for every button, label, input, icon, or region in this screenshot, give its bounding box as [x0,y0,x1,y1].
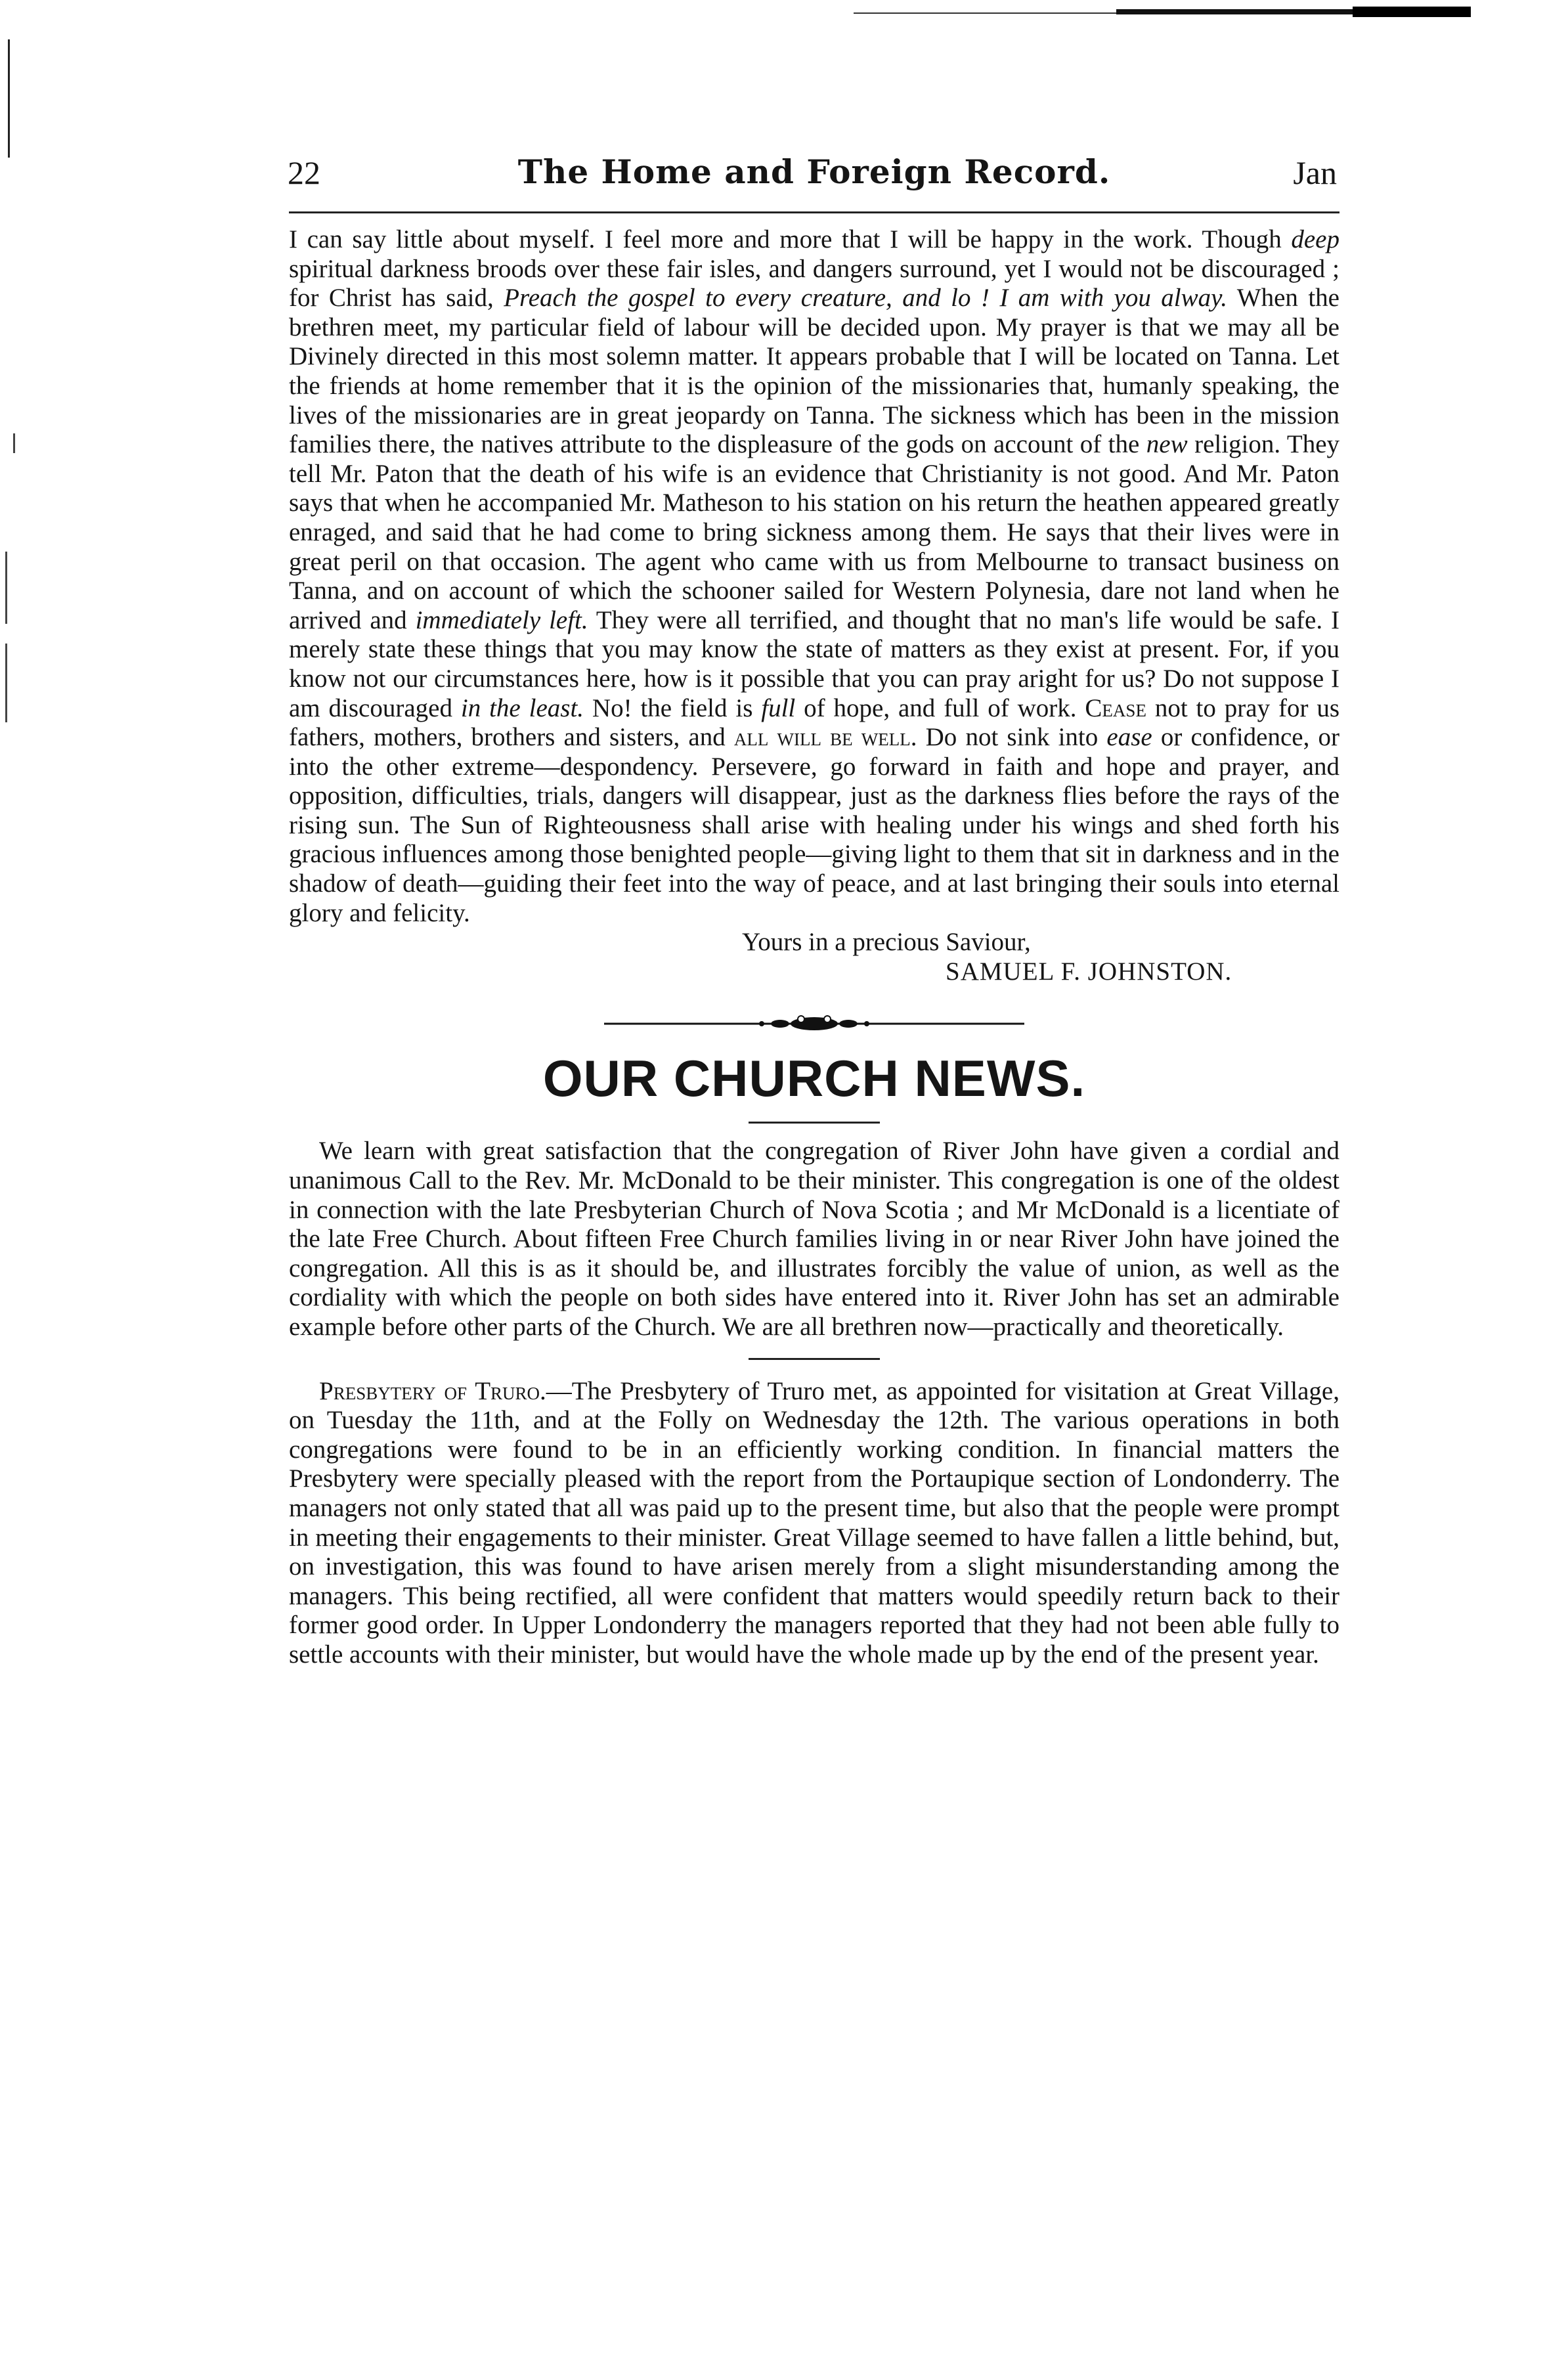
left-margin-marks [0,0,26,2359]
header-rule [289,211,1339,213]
ornamental-divider [289,1014,1339,1034]
letter-closing: Yours in a precious Saviour, [742,928,1031,957]
top-edge-rule [854,5,1471,20]
presbytery-paragraph: Presbytery of Truro.—The Presbytery of Truro met, as appointed for visitation at Great Village, on Tuesday the 11th, and at the Folly on Wednesday the 12th. The various operations in both congregations were found to be in an efficiently working condition. In financial matters the Presbytery were specially pleased with the report from the Portaupique section of Londonderry. The managers not only stated that all was paid up to the present time, but also that the people were prompt in meeting their engagements to their minister. Great Village seemed to have fallen a little behind, but, on investigation, this was found to have arisen merely from a slight misunderstanding among the managers. This being rectified, all were confident that matters would speedily return back to their former good order. In Upper Londonderry the managers reported that they had not been able fully to settle accounts with their minister, but would have the whole made up by the end of the present year. [289,1376,1339,1669]
letter-signature: SAMUEL F. JOHNSTON. [946,957,1232,986]
church-news-body [289,1137,1339,1342]
letter-signoff [289,928,1339,986]
running-title: The Home and Foreign Record. [517,152,1111,191]
letter-paragraph: I can say little about myself. I feel more and more that I will be happy in the work. Though deep spiritual darkness broods over these fair isles, and dangers surround, yet I would not be discouraged ; for Christ has said, Preach the gospel to every creature, and lo ! I am with you alway. When the brethren meet, my particular field of labour will be decided upon. My prayer is that we may all be Divinely directed in this most solemn matter. It appears probable that I will be located on Tanna. Let the friends at home remember that it is the opinion of the missionaries that, humanly speaking, the lives of the missionaries are in great jeopardy on Tanna. The sickness which has been in the mission families there, the natives attribute to the displeasure of the gods on account of the new religion. They tell Mr. Paton that the death of his wife is an evidence that Christianity is not good. And Mr. Paton says that when he accompanied Mr. Matheson to his station on his return the heathen appeared greatly enraged, and said that he had come to bring sickness among them. He says that their lives were in great peril on that occasion. The agent who came with us from Melbourne to transact business on Tanna, and on account of which the schooner sailed for Western Polynesia, dare not land when he arrived and immediately left. They were all terrified, and thought that no man's life would be safe. I merely state these things that you may know the state of matters as they exist at present. For, if you know not our circumstances here, how is it possible that you can pray aright for us? Do not suppose I am discouraged in the least. No! the field is full of hope, and full of work. Cease not to pray for us fathers, mothers, brothers and sisters, and all will be well. Do not sink into ease or confidence, or into the other extreme—despondency. Persevere, go forward in faith and hope and prayer, and opposition, difficulties, trials, dangers will disappear, just as the darkness flies before the rays of the rising sun. The Sun of Righteousness shall arise with healing under his wings and shed forth his gracious influences among those benighted people—giving light to them that sit in darkness and in the shadow of death—guiding their feet into the way of peace, and at last bringing their souls into eternal glory and felicity. [289,225,1340,927]
page-number: 22 [288,154,320,191]
heading-rule [749,1122,880,1124]
section-heading: OUR CHURCH NEWS. [542,1049,1086,1108]
running-month: Jan [1293,154,1337,191]
paragraph-rule [749,1358,880,1360]
page-header [289,146,1339,211]
presbytery-body [289,1377,1339,1670]
page [289,146,1339,1670]
church-news-paragraph: We learn with great satisfaction that the congregation of River John have given a cordial and unanimous Call to the Rev. Mr. McDonald to be their minister. This congregation is one of the oldest in connection with the late Presbyterian Church of Nova Scotia ; and Mr McDonald is a licentiate of the late Free Church. About fifteen Free Church families living in or near River John have joined the congregation. All this is as it should be, and illustrates forcibly the value of union, as well as the cordiality with which the people on both sides have entered into it. River John has set an admirable example before other parts of the Church. We are all brethren now—practically and theoretically. [289,1137,1339,1341]
letter-body [289,225,1339,928]
presbytery-lead: Presbytery of Truro. [319,1376,546,1405]
